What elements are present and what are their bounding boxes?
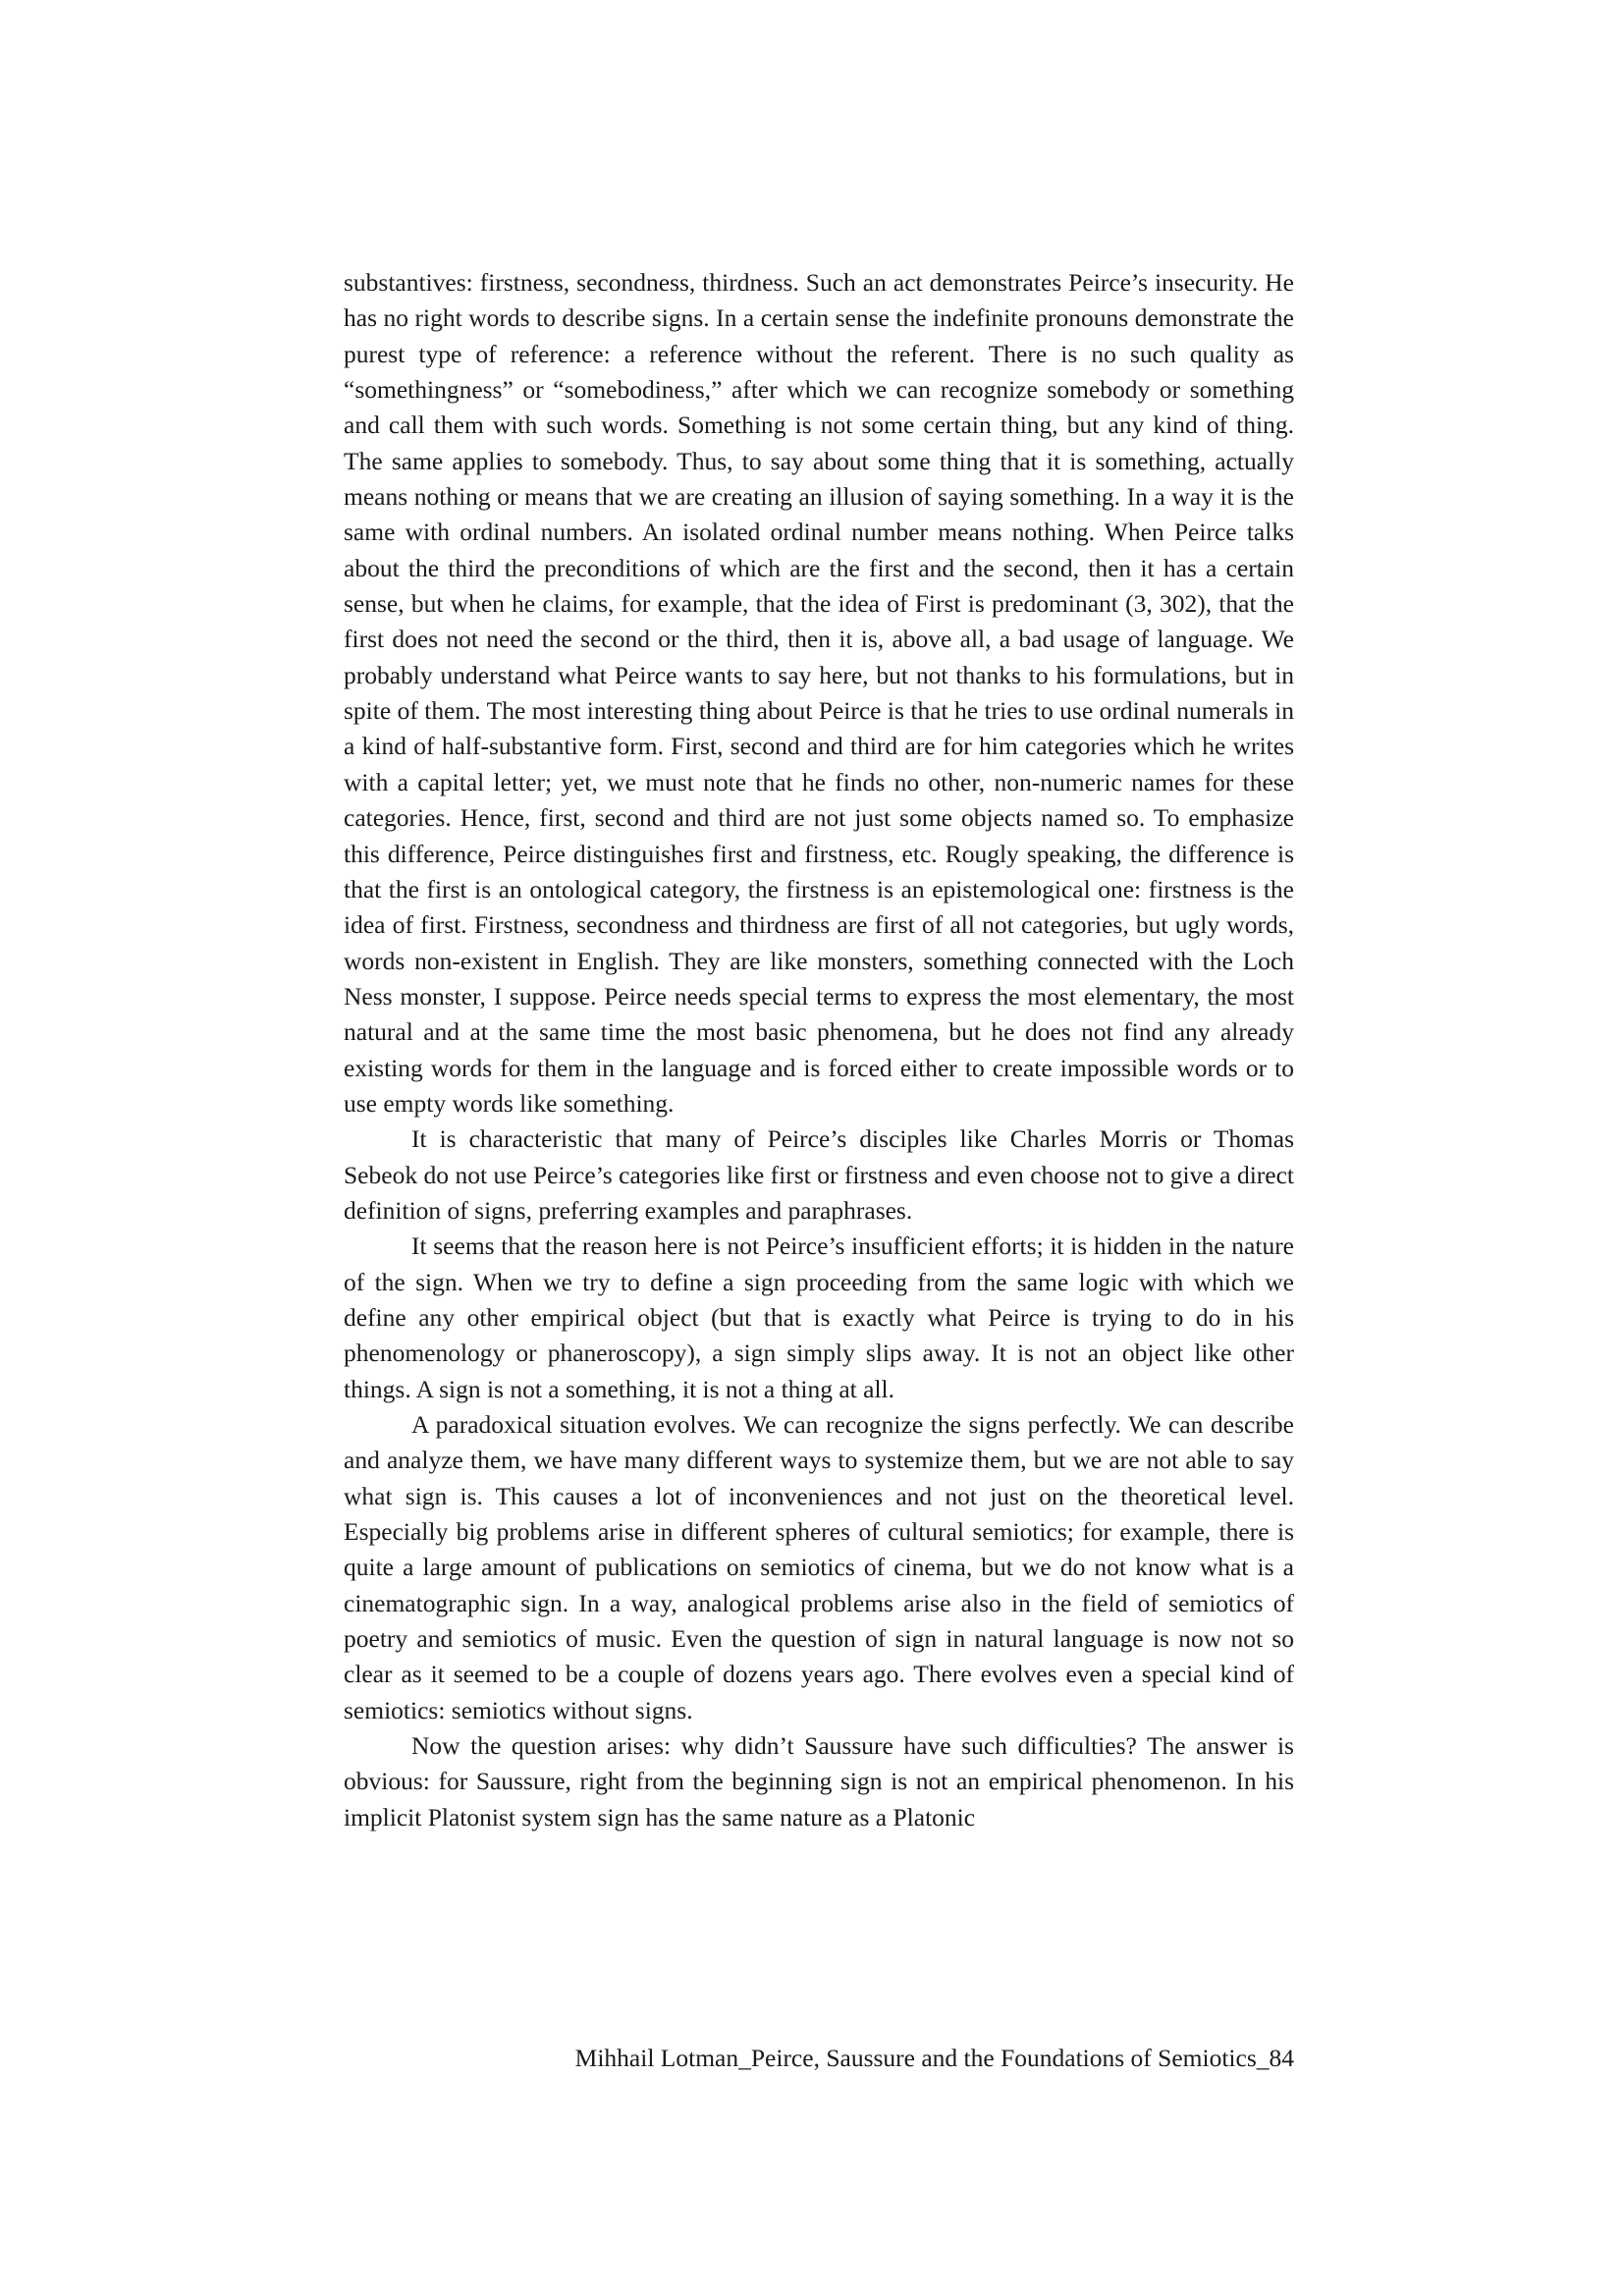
paragraph-3: It seems that the reason here is not Peirce’s insufficient efforts; it is hidden in the nature of the sign. When we try to define a sign proceeding from the same logic with which we define any other empirical object (but that is exactly what Peirce is trying to do in his phenomenology or phaneroscopy), a sign simply slips away. It is not an object like other things. A sign is not a something, it is not a thing at all. — [344, 1231, 1294, 1403]
paragraph-5: Now the question arises: why didn’t Saussure have such difficulties? The answer is obvious: for Saussure, right from the beginning sign is not an empirical phenomenon. In his implicit Platonist system sign has the same nature as a Platonic — [344, 1731, 1294, 1831]
body-text — [344, 265, 1294, 1835]
paragraph-4: A paradoxical situation evolves. We can recognize the signs perfectly. We can describe and analyze them, we have many different ways to systemize them, but we are not able to say what sign is. This causes a lot of inconveniences and not just on the theoretical level. Especially big problems arise in different spheres of cultural semiotics; for example, there is quite a large amount of publications on semiotics of cinema, but we do not know what is a cinematographic sign. In a way, analogical problems arise also in the field of semiotics of poetry and semiotics of music. Even the question of sign in natural language is now not so clear as it seemed to be a couple of dozens years ago. There evolves even a special kind of semiotics: semiotics without signs. — [344, 1410, 1294, 1724]
paragraph-1: substantives: firstness, secondness, thirdness. Such an act demonstrates Peirce’s insecurity. He has no right words to describe signs. In a certain sense the indefinite pronouns demonstrate the purest type of reference: a reference without the referent. There is no such quality as “somethingness” or “somebodiness,” after which we can recognize somebody or something and call them with such words. Something is not some certain thing, but any kind of thing. The same applies to somebody. Thus, to say about some thing that it is something, actually means nothing or means that we are creating an illusion of saying something. In a way it is the same with ordinal numbers. An isolated ordinal number means nothing. When Peirce talks about the third the preconditions of which are the first and the second, then it has a certain sense, but when he claims, for example, that the idea of First is predominant (3, 302), that the first does not need the second or the third, then it is, above all, a bad usage of language. We probably understand what Peirce wants to say here, but not thanks to his formulations, but in spite of them. The most interesting thing about Peirce is that he tries to use ordinal numerals in a kind of half-substantive form. First, second and third are for him categories which he writes with a capital letter; yet, we must note that he finds no other, non-numeric names for these categories. Hence, first, second and third are not just some objects named so. To emphasize this difference, Peirce distinguishes first and firstness, etc. Rougly speaking, the difference is that the first is an ontological category, the firstness is an epistemological one: firstness is the idea of first. Firstness, secondness and thirdness are first of all not categories, but ugly words, words non-existent in English. They are like monsters, something connected with the Loch Ness monster, I suppose. Peirce needs special terms to express the most elementary, the most natural and at the same time the most basic phenomena, but he does not find any already existing words for them in the language and is forced either to create impossible words or to use empty words like something. — [344, 268, 1294, 1118]
paragraph-2: It is characteristic that many of Peirce’s disciples like Charles Morris or Thomas Sebeok do not use Peirce’s categories like first or firstness and even choose not to give a direct definition of signs, preferring examples and paraphrases. — [344, 1124, 1294, 1225]
page-footer: Mihhail Lotman_Peirce, Saussure and the Foundations of Semiotics_84 — [574, 2044, 1294, 2072]
